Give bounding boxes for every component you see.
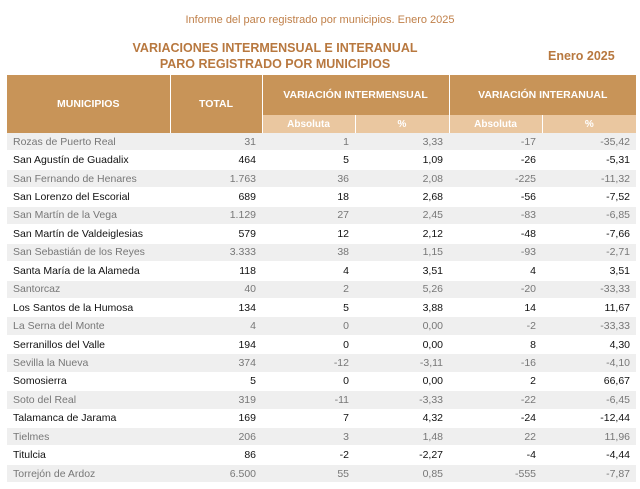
interanual-absoluta-cell: -83	[449, 206, 542, 224]
total-cell: 4	[170, 317, 262, 335]
municipio-cell: Tielmes	[7, 428, 170, 446]
subheader-intermensual-absoluta: Absoluta	[262, 115, 355, 133]
interanual-absoluta-cell: -17	[449, 133, 542, 151]
intermensual-absoluta-cell: 55	[262, 464, 355, 482]
municipio-cell: Rozas de Puerto Real	[7, 133, 170, 151]
main-title-line2: PARO REGISTRADO POR MUNICIPIOS	[159, 57, 391, 71]
intermensual-absoluta-cell: 5	[262, 298, 355, 316]
total-cell: 6.500	[170, 464, 262, 482]
subheader-interanual-pct: %	[542, 115, 636, 133]
header-municipios: MUNICIPIOS	[7, 75, 170, 133]
header-intermensual: VARIACIÓN INTERMENSUAL	[262, 75, 449, 115]
municipio-cell: La Serna del Monte	[7, 317, 170, 335]
municipio-cell: Los Santos de la Humosa	[7, 298, 170, 316]
interanual-absoluta-cell: 4	[449, 262, 542, 280]
interanual-absoluta-cell: -22	[449, 391, 542, 409]
interanual-pct-cell: -6,85	[542, 206, 636, 224]
subheader-interanual-absoluta: Absoluta	[449, 115, 542, 133]
table-row	[7, 151, 636, 169]
table-row	[7, 317, 636, 335]
intermensual-absoluta-cell: 0	[262, 317, 355, 335]
total-cell: 1.129	[170, 206, 262, 224]
interanual-pct-cell: -7,52	[542, 188, 636, 206]
municipio-cell: San Martín de la Vega	[7, 206, 170, 224]
interanual-pct-cell: -35,42	[542, 133, 636, 151]
interanual-pct-cell: 66,67	[542, 372, 636, 390]
table-row	[7, 262, 636, 280]
main-title-line1: VARIACIONES INTERMENSUAL E INTERANUAL	[132, 41, 418, 55]
intermensual-pct-cell: 0,00	[355, 335, 449, 353]
interanual-absoluta-cell: -48	[449, 225, 542, 243]
intermensual-pct-cell: 1,09	[355, 151, 449, 169]
interanual-pct-cell: -12,44	[542, 409, 636, 427]
header-interanual: VARIACIÓN INTERANUAL	[449, 75, 636, 115]
intermensual-absoluta-cell: 12	[262, 225, 355, 243]
intermensual-pct-cell: 1,15	[355, 243, 449, 261]
interanual-pct-cell: -4,10	[542, 354, 636, 372]
intermensual-absoluta-cell: 1	[262, 133, 355, 151]
intermensual-pct-cell: -2,27	[355, 446, 449, 464]
intermensual-pct-cell: 2,12	[355, 225, 449, 243]
municipio-cell: San Sebastián de los Reyes	[7, 243, 170, 261]
total-cell: 194	[170, 335, 262, 353]
interanual-absoluta-cell: -16	[449, 354, 542, 372]
total-cell: 464	[170, 151, 262, 169]
total-cell: 689	[170, 188, 262, 206]
intermensual-pct-cell: 1,48	[355, 428, 449, 446]
report-subtitle: Informe del paro registrado por municipios. Enero 2025	[185, 14, 455, 26]
municipio-cell: San Lorenzo del Escorial	[7, 188, 170, 206]
main-title	[80, 40, 470, 72]
intermensual-absoluta-cell: -2	[262, 446, 355, 464]
table-row	[7, 225, 636, 243]
table-row	[7, 298, 636, 316]
table-body	[7, 133, 636, 483]
municipio-cell: Soto del Real	[7, 391, 170, 409]
intermensual-absoluta-cell: 2	[262, 280, 355, 298]
intermensual-pct-cell: 4,32	[355, 409, 449, 427]
municipio-cell: Torrejón de Ardoz	[7, 464, 170, 482]
table-row	[7, 169, 636, 187]
interanual-absoluta-cell: 22	[449, 428, 542, 446]
interanual-pct-cell: -11,32	[542, 169, 636, 187]
interanual-absoluta-cell: -20	[449, 280, 542, 298]
intermensual-pct-cell: 3,51	[355, 262, 449, 280]
total-cell: 579	[170, 225, 262, 243]
intermensual-pct-cell: 0,00	[355, 372, 449, 390]
municipio-cell: San Martín de Valdeiglesias	[7, 225, 170, 243]
interanual-absoluta-cell: -24	[449, 409, 542, 427]
intermensual-pct-cell: 0,85	[355, 464, 449, 482]
interanual-absoluta-cell: -93	[449, 243, 542, 261]
table-row	[7, 391, 636, 409]
interanual-absoluta-cell: -26	[449, 151, 542, 169]
total-cell: 86	[170, 446, 262, 464]
interanual-absoluta-cell: 14	[449, 298, 542, 316]
intermensual-absoluta-cell: 18	[262, 188, 355, 206]
table-row	[7, 372, 636, 390]
interanual-absoluta-cell: -2	[449, 317, 542, 335]
table-row	[7, 409, 636, 427]
interanual-pct-cell: 11,67	[542, 298, 636, 316]
table-row	[7, 446, 636, 464]
table-row	[7, 280, 636, 298]
intermensual-pct-cell: 3,88	[355, 298, 449, 316]
intermensual-absoluta-cell: 0	[262, 372, 355, 390]
municipio-cell: Somosierra	[7, 372, 170, 390]
intermensual-pct-cell: 5,26	[355, 280, 449, 298]
total-cell: 374	[170, 354, 262, 372]
intermensual-pct-cell: -3,33	[355, 391, 449, 409]
unemployment-table	[7, 75, 636, 483]
header-total: TOTAL	[170, 75, 262, 133]
total-cell: 134	[170, 298, 262, 316]
intermensual-absoluta-cell: 3	[262, 428, 355, 446]
subheader-intermensual-pct: %	[355, 115, 449, 133]
total-cell: 118	[170, 262, 262, 280]
interanual-pct-cell: -7,66	[542, 225, 636, 243]
table-row	[7, 206, 636, 224]
municipio-cell: San Agustín de Guadalix	[7, 151, 170, 169]
municipio-cell: Santorcaz	[7, 280, 170, 298]
interanual-absoluta-cell: 8	[449, 335, 542, 353]
municipio-cell: Santa María de la Alameda	[7, 262, 170, 280]
table-row	[7, 428, 636, 446]
interanual-absoluta-cell: -225	[449, 169, 542, 187]
interanual-absoluta-cell: -4	[449, 446, 542, 464]
table-row	[7, 354, 636, 372]
table-row	[7, 464, 636, 482]
interanual-absoluta-cell: 2	[449, 372, 542, 390]
interanual-pct-cell: -6,45	[542, 391, 636, 409]
interanual-pct-cell: -33,33	[542, 280, 636, 298]
total-cell: 169	[170, 409, 262, 427]
municipio-cell: Serranillos del Valle	[7, 335, 170, 353]
intermensual-pct-cell: -3,11	[355, 354, 449, 372]
intermensual-pct-cell: 3,33	[355, 133, 449, 151]
total-cell: 1.763	[170, 169, 262, 187]
municipio-cell: Sevilla la Nueva	[7, 354, 170, 372]
total-cell: 319	[170, 391, 262, 409]
interanual-pct-cell: 3,51	[542, 262, 636, 280]
interanual-pct-cell: -4,44	[542, 446, 636, 464]
interanual-pct-cell: 11,96	[542, 428, 636, 446]
table-row	[7, 243, 636, 261]
total-cell: 31	[170, 133, 262, 151]
interanual-pct-cell: 4,30	[542, 335, 636, 353]
total-cell: 5	[170, 372, 262, 390]
intermensual-absoluta-cell: 5	[262, 151, 355, 169]
intermensual-absoluta-cell: -12	[262, 354, 355, 372]
intermensual-absoluta-cell: 7	[262, 409, 355, 427]
total-cell: 40	[170, 280, 262, 298]
interanual-pct-cell: -2,71	[542, 243, 636, 261]
intermensual-pct-cell: 2,45	[355, 206, 449, 224]
municipio-cell: San Fernando de Henares	[7, 169, 170, 187]
interanual-pct-cell: -7,87	[542, 464, 636, 482]
report-date: Enero 2025	[548, 49, 615, 63]
intermensual-absoluta-cell: 36	[262, 169, 355, 187]
interanual-absoluta-cell: -555	[449, 464, 542, 482]
intermensual-pct-cell: 2,08	[355, 169, 449, 187]
intermensual-pct-cell: 2,68	[355, 188, 449, 206]
intermensual-absoluta-cell: 4	[262, 262, 355, 280]
municipio-cell: Titulcia	[7, 446, 170, 464]
table-row	[7, 188, 636, 206]
interanual-absoluta-cell: -56	[449, 188, 542, 206]
intermensual-absoluta-cell: -11	[262, 391, 355, 409]
total-cell: 3.333	[170, 243, 262, 261]
interanual-pct-cell: -5,31	[542, 151, 636, 169]
intermensual-absoluta-cell: 0	[262, 335, 355, 353]
table-row	[7, 133, 636, 151]
table-row	[7, 335, 636, 353]
interanual-pct-cell: -33,33	[542, 317, 636, 335]
intermensual-absoluta-cell: 38	[262, 243, 355, 261]
intermensual-absoluta-cell: 27	[262, 206, 355, 224]
intermensual-pct-cell: 0,00	[355, 317, 449, 335]
municipio-cell: Talamanca de Jarama	[7, 409, 170, 427]
total-cell: 206	[170, 428, 262, 446]
